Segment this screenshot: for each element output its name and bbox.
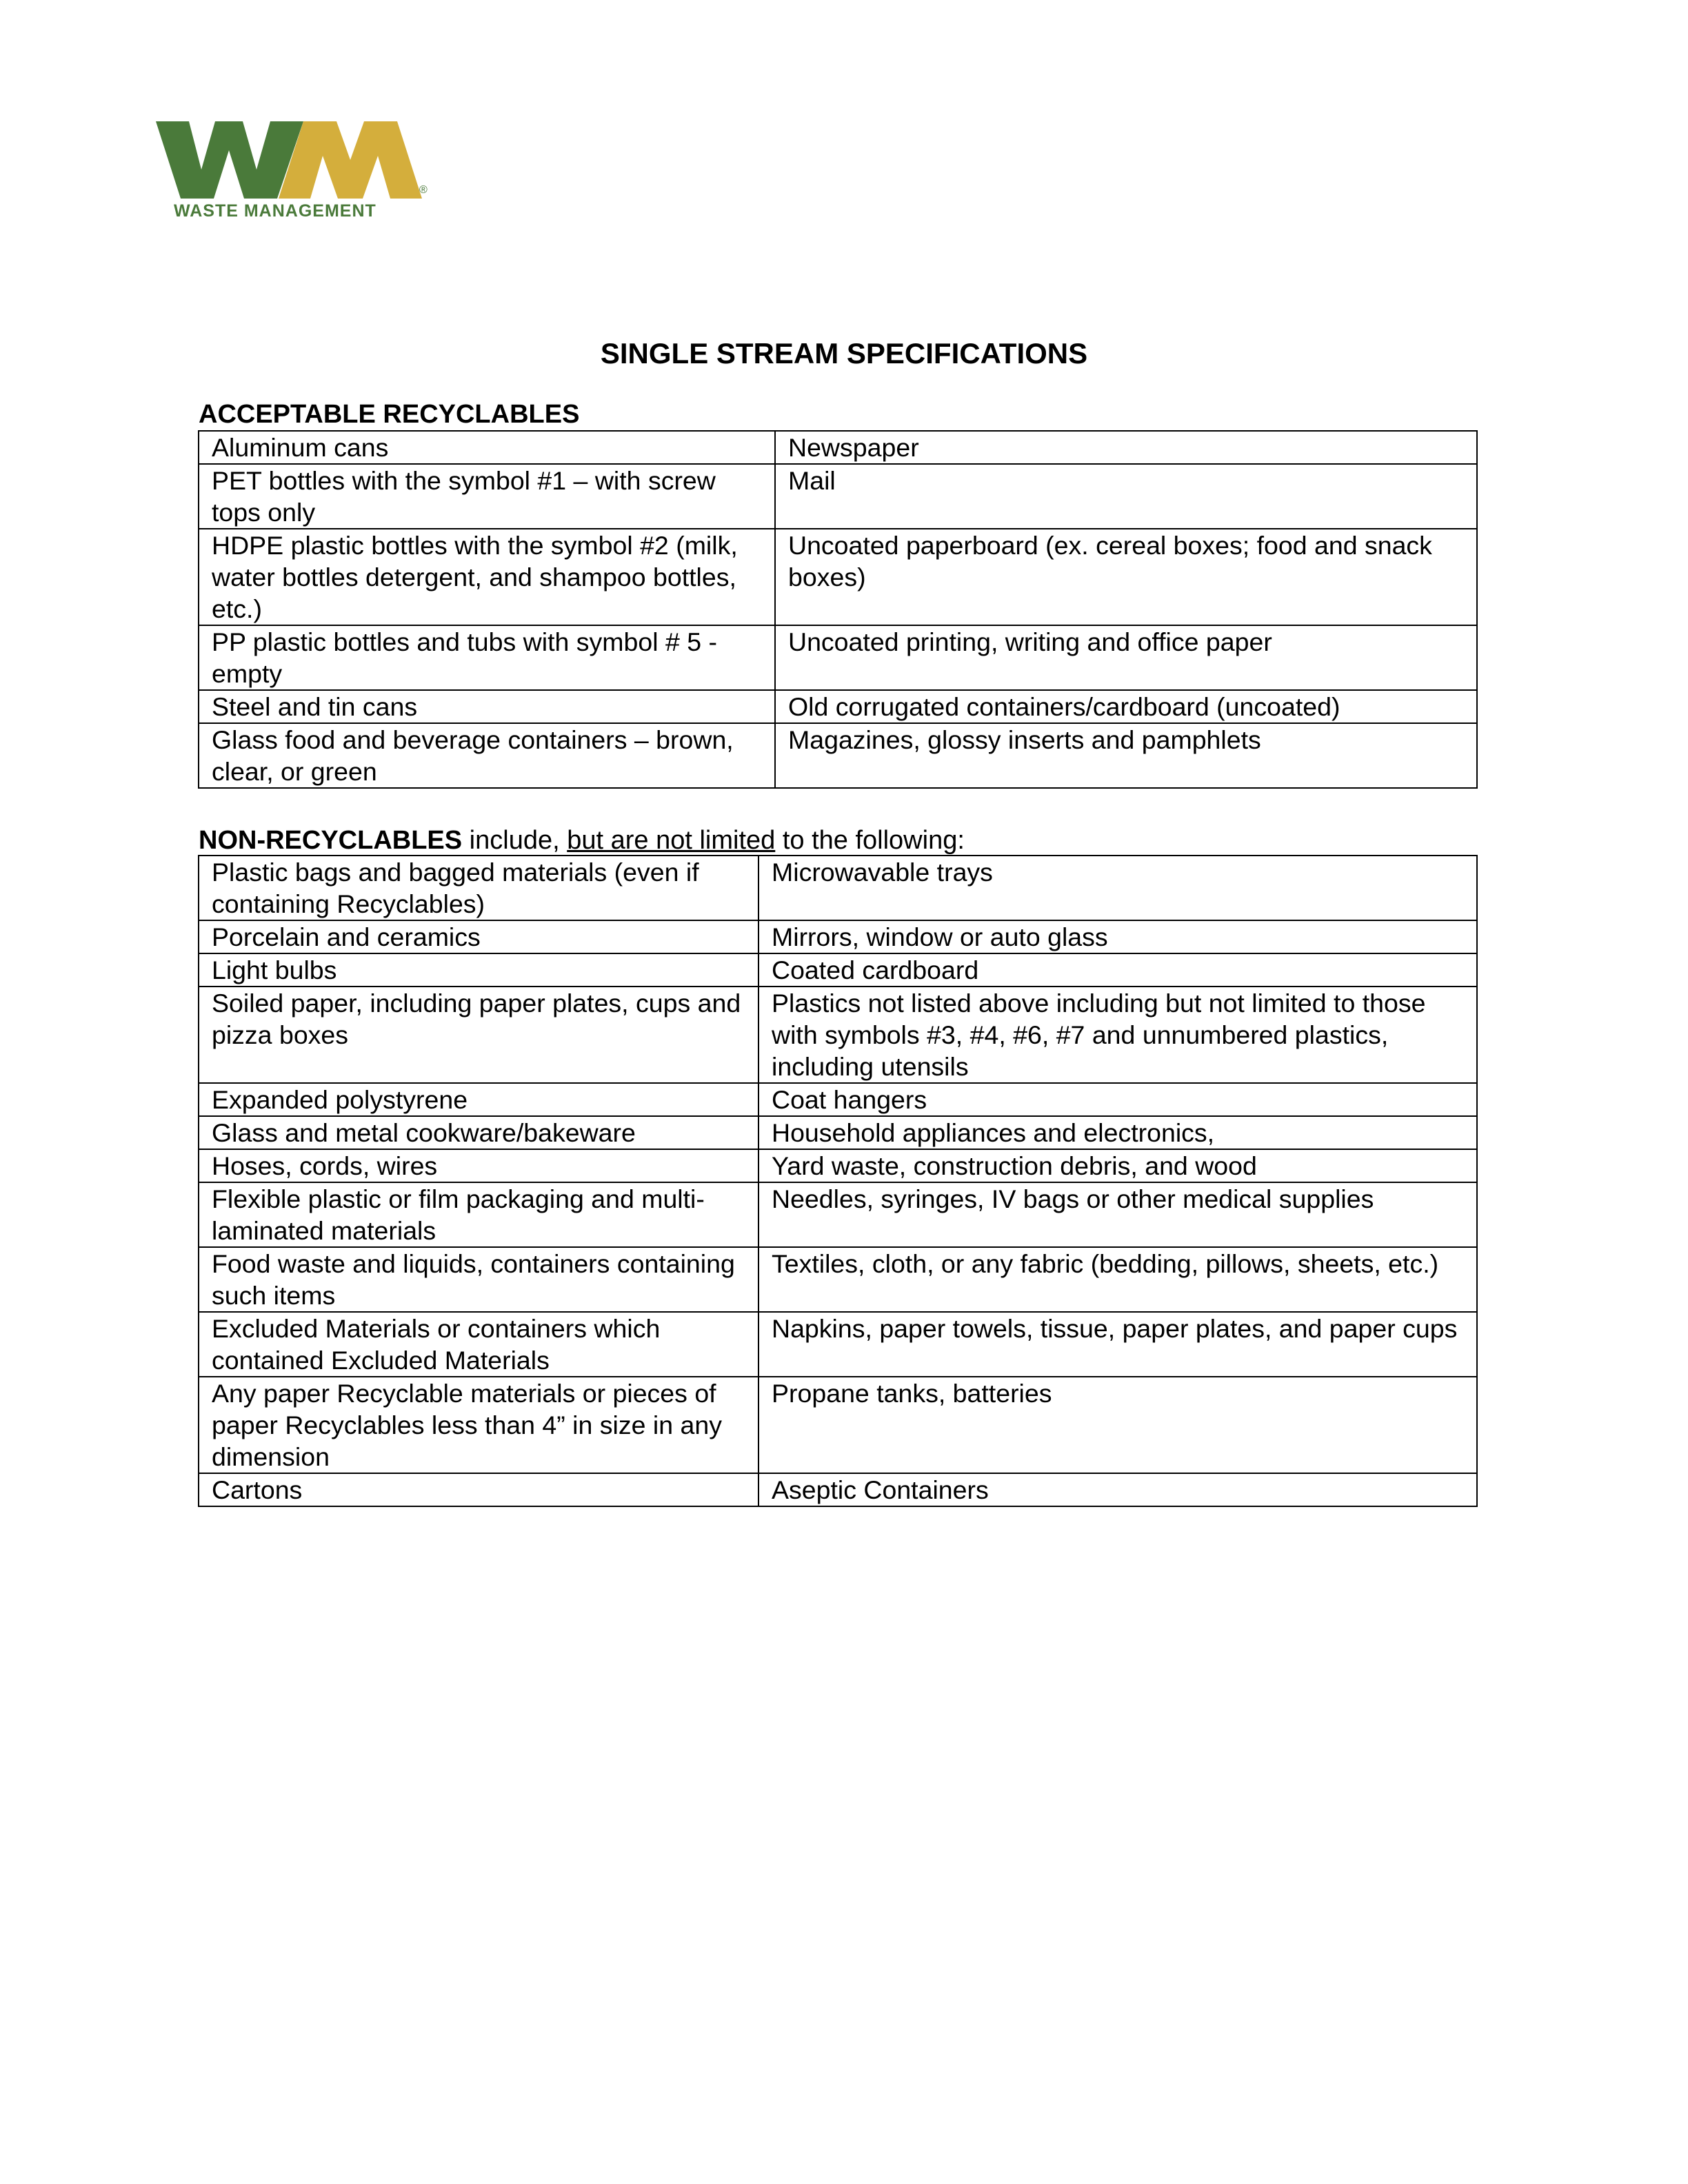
registered-mark: ®	[419, 184, 428, 196]
table-cell-left: Expanded polystyrene	[199, 1083, 758, 1116]
table-cell-right: Needles, syringes, IV bags or other medical supplies	[758, 1182, 1477, 1247]
table-cell-left: Food waste and liquids, containers containing such items	[199, 1247, 758, 1312]
table-cell-right: Textiles, cloth, or any fabric (bedding, pillows, sheets, etc.)	[758, 1247, 1477, 1312]
non-recyclables-heading-bold: NON-RECYCLABLES	[199, 826, 463, 855]
table-cell-right: Uncoated printing, writing and office paper	[775, 625, 1477, 690]
table-cell-left: Hoses, cords, wires	[199, 1149, 758, 1182]
table-cell-right: Household appliances and electronics,	[758, 1116, 1477, 1149]
table-cell-right: Mail	[775, 464, 1477, 529]
page-title: SINGLE STREAM SPECIFICATIONS	[600, 337, 1088, 370]
table-cell-right: Mirrors, window or auto glass	[758, 920, 1477, 953]
table-cell-right: Microwavable trays	[758, 856, 1477, 920]
table-row	[199, 1247, 1477, 1312]
table-cell-left: Steel and tin cans	[199, 690, 775, 723]
table-cell-left: HDPE plastic bottles with the symbol #2 (milk, water bottles detergent, and shampoo bottles, etc.)	[199, 529, 775, 625]
table-cell-left: Excluded Materials or containers which contained Excluded Materials	[199, 1312, 758, 1377]
table-row	[199, 1083, 1477, 1116]
logo-tagline: WASTE MANAGEMENT	[174, 201, 376, 221]
table-cell-right: Magazines, glossy inserts and pamphlets	[775, 723, 1477, 788]
table-cell-right: Old corrugated containers/cardboard (uncoated)	[775, 690, 1477, 723]
table-row	[199, 464, 1477, 529]
table-row	[199, 529, 1477, 625]
table-cell-right: Propane tanks, batteries	[758, 1377, 1477, 1473]
table-cell-left: PET bottles with the symbol #1 – with screw tops only	[199, 464, 775, 529]
table-cell-right: Coated cardboard	[758, 953, 1477, 987]
table-cell-left: Any paper Recyclable materials or pieces of paper Recyclables less than 4” in size in any dimension	[199, 1377, 758, 1473]
table-cell-left: Light bulbs	[199, 953, 758, 987]
table-row	[199, 690, 1477, 723]
non-recyclables-heading	[199, 825, 965, 856]
non-recyclables-table	[198, 855, 1478, 1507]
table-row	[199, 431, 1477, 464]
table-row	[199, 1116, 1477, 1149]
table-row	[199, 856, 1477, 920]
table-row	[199, 920, 1477, 953]
table-cell-left: Cartons	[199, 1473, 758, 1506]
table-cell-right: Yard waste, construction debris, and wood	[758, 1149, 1477, 1182]
table-cell-left: Plastic bags and bagged materials (even if containing Recyclables)	[199, 856, 758, 920]
acceptable-heading-text: ACCEPTABLE RECYCLABLES	[199, 400, 580, 429]
table-row	[199, 1149, 1477, 1182]
table-row	[199, 1377, 1477, 1473]
table-cell-right: Plastics not listed above including but not limited to those with symbols #3, #4, #6, #7 and unnumbered plastics, including utensils	[758, 987, 1477, 1083]
table-row	[199, 953, 1477, 987]
table-cell-left: Glass food and beverage containers – brown, clear, or green	[199, 723, 775, 788]
table-cell-right: Coat hangers	[758, 1083, 1477, 1116]
table-row	[199, 1312, 1477, 1377]
table-row	[199, 1182, 1477, 1247]
table-cell-right: Napkins, paper towels, tissue, paper plates, and paper cups	[758, 1312, 1477, 1377]
wm-logo	[156, 121, 432, 225]
table-row	[199, 625, 1477, 690]
table-cell-left: Porcelain and ceramics	[199, 920, 758, 953]
table-cell-left: Aluminum cans	[199, 431, 775, 464]
table-cell-right: Aseptic Containers	[758, 1473, 1477, 1506]
table-cell-right: Newspaper	[775, 431, 1477, 464]
table-cell-left: Glass and metal cookware/bakeware	[199, 1116, 758, 1149]
table-row	[199, 723, 1477, 788]
table-row	[199, 987, 1477, 1083]
acceptable-table	[198, 430, 1478, 789]
acceptable-heading	[199, 398, 579, 430]
table-cell-left: Flexible plastic or film packaging and multi-laminated materials	[199, 1182, 758, 1247]
table-cell-right: Uncoated paperboard (ex. cereal boxes; food and snack boxes)	[775, 529, 1477, 625]
table-row	[199, 1473, 1477, 1506]
wm-logo-mark	[156, 121, 432, 201]
non-recyclables-heading-mid: include,	[462, 826, 567, 855]
table-cell-left: Soiled paper, including paper plates, cups and pizza boxes	[199, 987, 758, 1083]
non-recyclables-heading-end: to the following:	[775, 826, 965, 855]
non-recyclables-heading-underlined: but are not limited	[567, 826, 776, 855]
table-cell-left: PP plastic bottles and tubs with symbol # 5 - empty	[199, 625, 775, 690]
